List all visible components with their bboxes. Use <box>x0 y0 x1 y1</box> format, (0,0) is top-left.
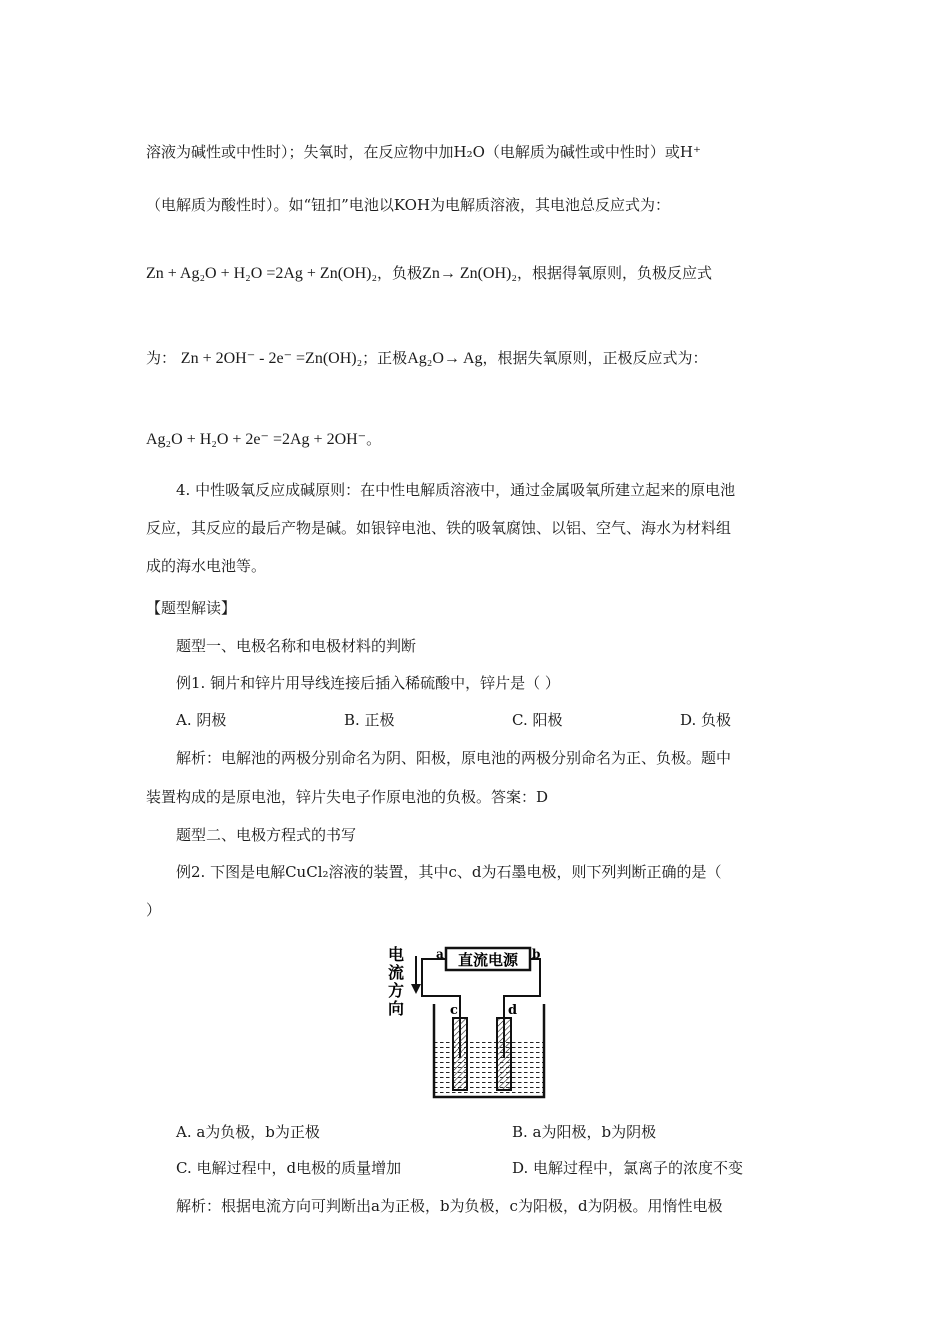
option-b: B. a为阳极，b为阴极 <box>512 1123 657 1141</box>
electrode-d <box>497 1018 511 1090</box>
question-type-heading: 题型二、电极方程式的书写 <box>176 826 357 844</box>
example-question: 例2. 下图是电解CuCl₂溶液的装置，其中c、d为石墨电极，则下列判断正确的是（ <box>176 863 722 881</box>
electrolysis-diagram <box>380 940 550 1105</box>
text: ，根据得氧原则，负极反应式 <box>516 264 712 282</box>
analysis-line: 解析：电解池的两极分别命名为阴、阳极，原电池的两极分别命名为正、负极。题中 <box>176 749 732 767</box>
equation-line <box>146 348 708 369</box>
equation: Ag₂O→ Ag <box>407 350 483 367</box>
power-label: 直流电源 <box>457 951 519 969</box>
label-c: c <box>450 1003 458 1018</box>
text: 。 <box>366 430 382 448</box>
option-a: A. 阴极 <box>176 711 227 729</box>
section-heading: 【题型解读】 <box>146 599 237 617</box>
text-line: 溶液为碱性或中性时）；失氧时，在反应物中加H₂O（电解质为碱性或中性时）或H⁺ <box>146 143 701 161</box>
equation: Zn→ Zn(OH)₂ <box>422 265 517 282</box>
solution <box>434 1038 544 1094</box>
paragraph-line: 反应，其反应的最后产物是碱。如银锌电池、铁的吸氧腐蚀、以铝、空气、海水为材料组 <box>146 519 732 537</box>
equation: Ag₂O + H₂O + 2e⁻ =2Ag + 2OH⁻ <box>146 431 367 448</box>
example-question: 例1. 铜片和锌片用导线连接后插入稀硫酸中，锌片是（ ） <box>176 674 560 692</box>
label-d: d <box>508 1003 518 1018</box>
side-label-char: 电 <box>387 945 405 964</box>
analysis-line: 装置构成的是原电池，锌片失电子作原电池的负极。答案：D <box>146 788 549 806</box>
text: ，负极 <box>377 264 423 282</box>
text: ，根据失氧原则，正极反应式为： <box>482 349 708 367</box>
paragraph-line: 成的海水电池等。 <box>146 557 267 575</box>
example-question-cont: ） <box>146 901 162 919</box>
arrow-head-icon <box>411 984 421 994</box>
label-a: a <box>436 947 444 961</box>
option-a: A. a为负极，b为正极 <box>176 1123 320 1141</box>
label-b: b <box>532 947 541 961</box>
question-type-heading: 题型一、电极名称和电极材料的判断 <box>176 637 417 655</box>
analysis-line: 解析：根据电流方向可判断出a为正极，b为负极，c为阳极，d为阴极。用惰性电极 <box>176 1197 723 1215</box>
equation-line <box>146 263 712 284</box>
side-label-char: 向 <box>387 999 405 1018</box>
option-c: C. 阳极 <box>512 711 563 729</box>
side-label-char: 流 <box>387 963 405 982</box>
text: ；正极 <box>362 349 408 367</box>
option-d: D. 负极 <box>680 711 732 729</box>
text-line: （电解质为酸性时）。如“钮扣”电池以KOH为电解质溶液，其电池总反应式为： <box>146 196 671 214</box>
option-c: C. 电解过程中，d电极的质量增加 <box>176 1159 402 1177</box>
text: 为： <box>146 349 177 367</box>
electrolysis-diagram-svg <box>380 940 550 1105</box>
option-b: B. 正极 <box>344 711 395 729</box>
equation-line <box>146 429 381 450</box>
equation: Zn + 2OH⁻ - 2e⁻ =Zn(OH)₂ <box>180 350 363 367</box>
electrode-c <box>453 1018 467 1090</box>
side-label-char: 方 <box>387 981 405 1000</box>
paragraph-line: 4. 中性吸氧反应成碱原则：在中性电解质溶液中，通过金属吸氧所建立起来的原电池 <box>176 481 736 499</box>
option-d: D. 电解过程中，氯离子的浓度不变 <box>512 1159 744 1177</box>
equation: Zn + Ag₂O + H₂O =2Ag + Zn(OH)₂ <box>146 265 378 282</box>
